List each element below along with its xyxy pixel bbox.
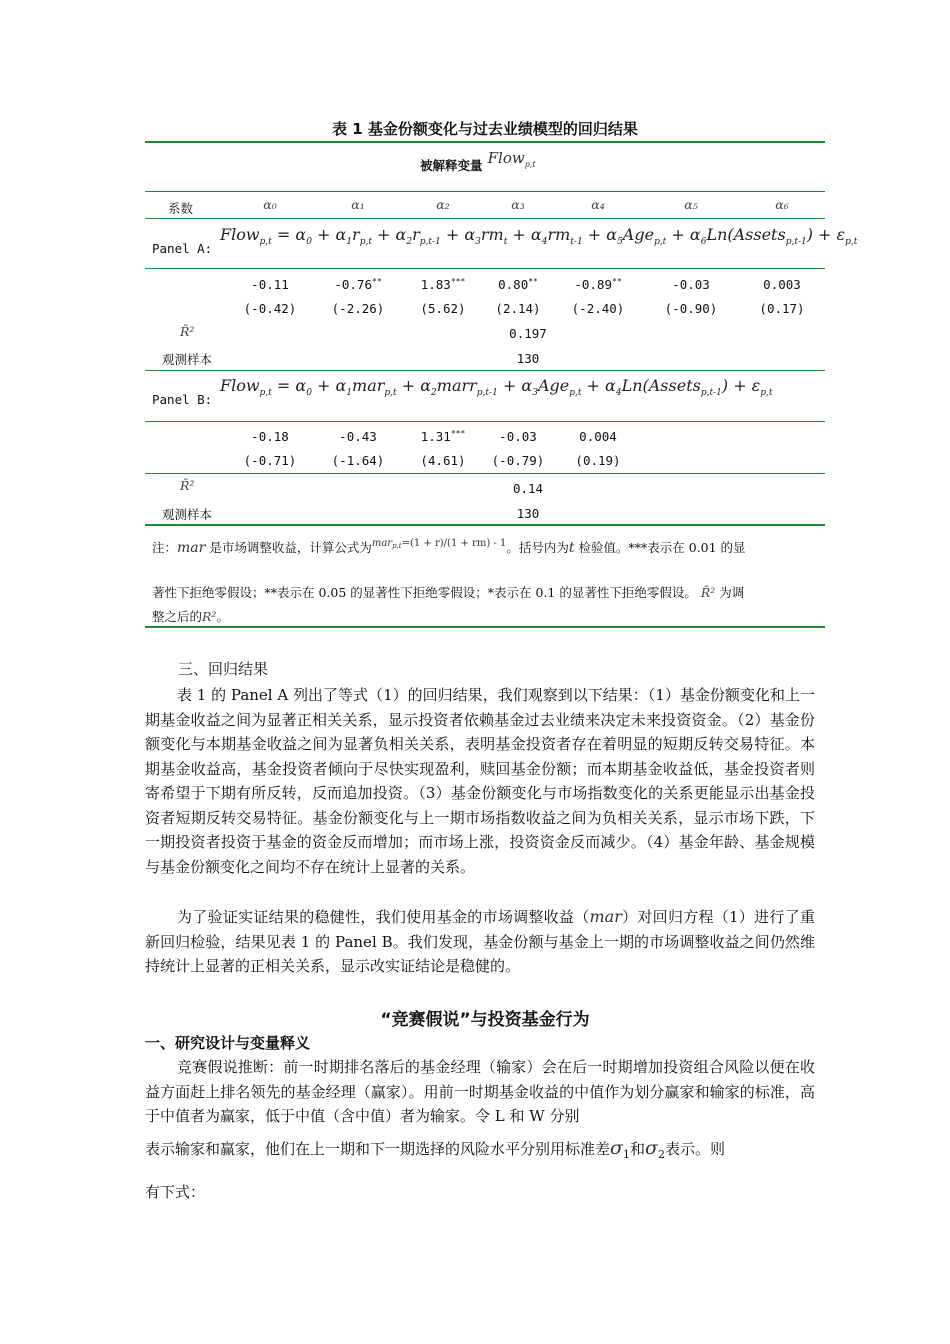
rule-under-panel-a: [145, 370, 825, 371]
rule-above-note: [145, 524, 825, 526]
panel-a-coef-3: 0.80**: [498, 277, 538, 293]
subsection-heading: 一、研究设计与变量释义: [145, 1034, 311, 1052]
panel-a-r2-value: 0.197: [509, 326, 547, 341]
panel-a-n-label: 观测样本: [162, 352, 213, 367]
panel-b-tstat-3: (-0.79): [491, 453, 545, 468]
rule-under-panel-b-values: [145, 473, 825, 474]
panel-b-r2-label: R̄²: [180, 478, 195, 493]
panel-a-equation: Flow$_{p,t}$ = $\alpha_0 + \alpha_1r_{p,t} + \alpha_2r_{p,t-1} + \alpha_3rm_t + \alpha_4rm_{t-1} + \alpha_5Age_{p,t}$ + $\alpha_6Ln(Assets_{p,t-1}) + \varepsilon_{p,t}$: [220, 225, 858, 248]
table-top-rule: [145, 141, 825, 143]
panel-a-coef-0: -0.11: [251, 277, 289, 293]
rule-under-coef-header: [145, 218, 825, 219]
panel-a-coef-4: -0.89**: [574, 277, 622, 293]
rule-under-dependent: [145, 191, 825, 192]
results-paragraph-1: 表 1 的 Panel A 列出了等式（1）的回归结果，我们观察到以下结果：（1）基金份额变化和上一期基金收益之间为显著正相关关系，显示投资者依赖基金过去业绩来决定未来投资资金。（2）基金份额变化与本期基金收益之间为显著负相关关系，表明基金投资者存在着明显的短期反转交易特征。本期基金收益高，基金投资者倾向于尽快实现盈利，赎回基金份额；而本期基金收益低，基金投资者则寄希望于下期有所反转，反而追加投资。（3）基金份额变化与市场指数变化的关系更能显示出基金投资者短期反转交易特征。基金份额变化与上一期市场指数收益之间为负相关关系，显示市场下跌，下一期投资者投资于基金的资金反而增加；而市场上涨，投资资金反而减少。（4）基金年龄、基金规模与基金份额变化之间均不存在统计上显著的关系。: [145, 686, 815, 876]
panel-b-tstat-0: (-0.71): [243, 453, 297, 468]
coef-header-3: α₃: [511, 197, 525, 212]
table-note-line-3: 整之后的R²。: [152, 609, 229, 624]
panel-b-n-label: 观测样本: [162, 507, 213, 522]
section-heading-results: 三、回归结果: [178, 660, 269, 678]
table-title: 表 1 基金份额变化与过去业绩模型的回归结果: [332, 120, 638, 138]
table-note-line-2: 著性下拒绝零假设；**表示在 0.05 的显著性下拒绝零假设；*表示在 0.1 的显著性下拒绝零假设。 R̄² 为调: [152, 585, 745, 600]
contest-paragraph-3: 有下式：: [145, 1183, 206, 1201]
rule-under-panel-a-eq: [145, 268, 825, 269]
coef-label: 系数: [168, 201, 194, 216]
dependent-variable-header: [420, 148, 536, 173]
coef-header-1: α₁: [351, 197, 365, 212]
contest-paragraph-2: 表示输家和赢家，他们在上一期和下一期选择的风险水平分别用标准差$\sigma_1$和$\sigma_2$表示。则: [145, 1137, 726, 1161]
panel-b-coef-1: -0.43: [339, 429, 377, 445]
panel-a-coef-5: -0.03: [672, 277, 710, 293]
panel-a-label: Panel A:: [152, 241, 213, 256]
panel-b-label: Panel B:: [152, 392, 213, 407]
panel-a-tstat-5: (-0.90): [664, 301, 718, 316]
rule-under-panel-b-eq: [145, 421, 825, 422]
panel-b-coef-0: -0.18: [251, 429, 289, 445]
contest-paragraph-1: 竞赛假说推断：前一时期排名落后的基金经理（输家）会在后一时期增加投资组合风险以便在收益方面赶上排名领先的基金经理（赢家）。用前一时期基金收益的中值作为划分赢家和输家的标准，高于中值者为赢家，低于中值（含中值）者为输家。令 L 和 W 分别: [145, 1058, 815, 1125]
panel-a-tstat-1: (-2.26): [331, 301, 385, 316]
panel-a-coef-6: 0.003: [763, 277, 801, 293]
panel-b-coef-3: -0.03: [499, 429, 537, 445]
dependent-sub: p,t: [524, 160, 536, 170]
panel-b-coef-4: 0.004: [579, 429, 617, 445]
results-paragraph-2: 为了验证实证结果的稳健性，我们使用基金的市场调整收益（mar）对回归方程（1）进行了重新回归检验，结果见表 1 的 Panel B。我们发现，基金份额与基金上一期的市场调整收益之间仍然维持统计上显著的正相关关系，显示改实证结论是稳健的。: [145, 907, 815, 975]
coef-header-2: α₂: [436, 197, 450, 212]
panel-a-tstat-0: (-0.42): [243, 301, 297, 316]
panel-a-r2-label: R̄²: [180, 324, 195, 339]
panel-a-coef-1: -0.76**: [334, 277, 382, 293]
panel-b-tstat-4: (0.19): [575, 453, 621, 468]
panel-b-n-value: 130: [516, 506, 540, 521]
coef-header-6: α₆: [775, 197, 789, 212]
section-heading-contest: “竞赛假说”与投资基金行为: [380, 1010, 590, 1030]
panel-a-tstat-6: (0.17): [759, 301, 805, 316]
panel-b-coef-2: 1.31***: [420, 429, 466, 445]
panel-b-equation: Flow$_{p,t}$ = $\alpha_0 + \alpha_1mar_{p,t}$ + $\alpha_2marr_{p,t-1} + \alpha_3Age_{p,t}$ + $\alpha_4Ln(Assets_{p,t-1}) + \varepsilon_{p,t}$: [220, 376, 773, 399]
panel-a-tstat-2: (5.62): [420, 301, 466, 316]
table-note-line-1: 注：mar 是市场调整收益，计算公式为$^{marp,t=(1 + r)/(1 + rm) - 1}$。括号内为t 检验值。***表示在 0.01 的显: [152, 538, 746, 556]
dependent-var: Flow: [487, 149, 525, 167]
panel-b-tstat-1: (-1.64): [331, 453, 385, 468]
panel-a-tstat-4: (-2.40): [571, 301, 625, 316]
panel-a-tstat-3: (2.14): [495, 301, 541, 316]
panel-b-tstat-2: (4.61): [420, 453, 466, 468]
panel-a-coef-2: 1.83***: [420, 277, 466, 293]
panel-b-r2-value: 0.14: [512, 481, 544, 496]
dependent-label: 被解释变量: [420, 158, 483, 173]
coef-header-4: α₄: [591, 197, 605, 212]
coef-header-5: α₅: [684, 197, 698, 212]
coef-header-0: α₀: [263, 197, 277, 212]
panel-a-n-value: 130: [516, 351, 540, 366]
